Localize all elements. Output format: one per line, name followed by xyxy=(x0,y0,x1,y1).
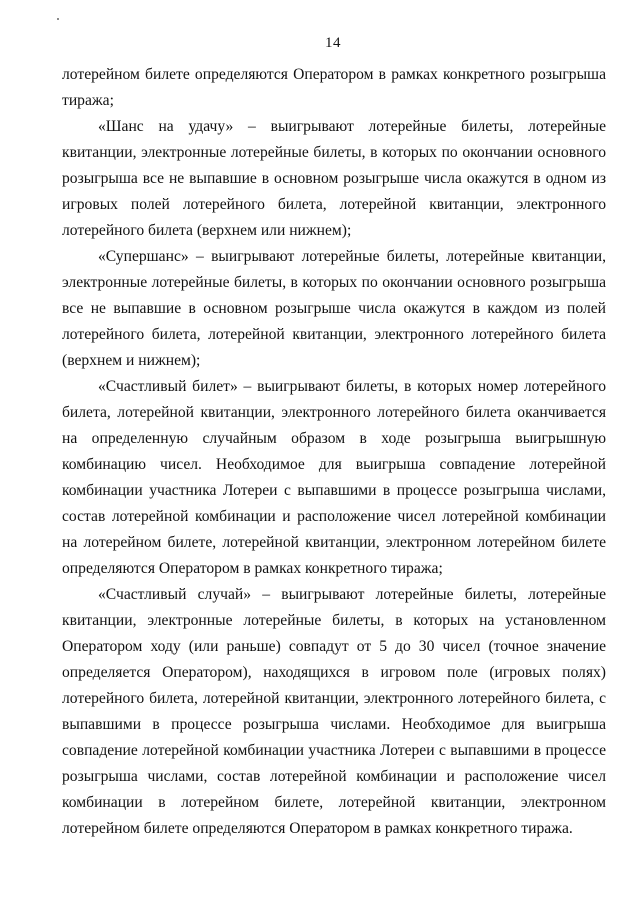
paragraph-shans-na-udachu: «Шанс на удачу» – выигрывают лотерейные билеты, лотерейные квитанции, электронные лотерейные билеты, в которых по окончании основного розыгрыша все не выпавшие в основном розыгрыше числа окажутся в одном из игровых полей лотерейного билета, лотерейной квитанции, электронного лотерейного билета (верхнем или нижнем); xyxy=(62,118,606,239)
scan-speck xyxy=(57,18,59,20)
page-number: 14 xyxy=(325,35,341,51)
document-body xyxy=(62,62,606,842)
paragraph-supershans: «Супершанс» – выигрывают лотерейные билеты, лотерейные квитанции, электронные лотерейные билеты, в которых по окончании основного розыгрыша все не выпавшие в основном розыгрыше числа окажутся в каждом из полей лотерейного билета, лотерейной квитанции, электронного лотерейного билета (верхнем и нижнем); xyxy=(62,248,606,369)
paragraph-schastlivyi-sluchai: «Счастливый случай» – выигрывают лотерейные билеты, лотерейные квитанции, электронные лотерейные билеты, в которых на установленном Оператором ходу (или раньше) совпадут от 5 до 30 чисел (точное значение определяется Оператором), находящихся в игровом поле (игровых полях) лотерейного билета, лотерейной квитанции, электронного лотерейного билета, с выпавшими в процессе розыгрыша числами. Необходимое для выигрыша совпадение лотерейной комбинации участника Лотереи с выпавшими в процессе розыгрыша числами, состав лотерейной комбинации и расположение чисел комбинации в лотерейном билете, лотерейной квитанции, электронном лотерейном билете определяются Оператором в рамках конкретного тиража. xyxy=(62,586,606,837)
paragraph-schastlivyi-bilet: «Счастливый билет» – выигрывают билеты, в которых номер лотерейного билета, лотерейной квитанции, электронного лотерейного билета оканчивается на определенную случайным образом в ходе розыгрыша выигрышную комбинацию чисел. Необходимое для выигрыша совпадение лотерейной комбинации участника Лотереи с выпавшими в процессе розыгрыша числами, состав лотерейной комбинации и расположение чисел лотерейной комбинации на лотерейном билете, лотерейной квитанции, электронном лотерейном билете определяются Оператором в рамках конкретного тиража; xyxy=(62,378,606,577)
paragraph-continuation: лотерейном билете определяются Оператором в рамках конкретного розыгрыша тиража; xyxy=(62,66,606,109)
